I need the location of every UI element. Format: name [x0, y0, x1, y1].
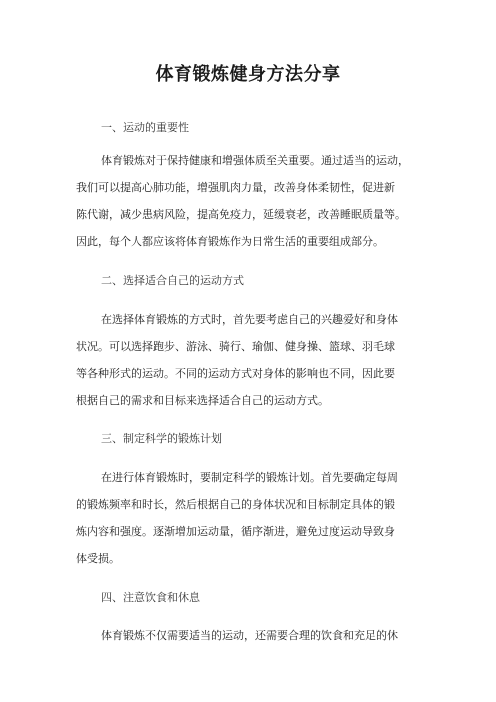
paragraph-line: 的锻炼频率和时长，然后根据自己的身体状况和目标制定具体的锻: [76, 498, 395, 511]
paragraph-line: 炼内容和强度。逐渐增加运动量，循序渐进，避免过度运动导致身: [76, 525, 395, 538]
section-heading-1: 一、运动的重要性: [101, 121, 189, 134]
paragraph-line: 状况。可以选择跑步、游泳、骑行、瑜伽、健身操、篮球、羽毛球: [76, 340, 395, 353]
paragraph-line: 体育锻炼对于保持健康和增强体质至关重要。通过适当的运动，: [101, 154, 409, 167]
section-heading-2: 二、选择适合自己的运动方式: [101, 274, 244, 287]
paragraph-line: 根据自己的需求和目标来选择适合自己的运动方式。: [76, 394, 329, 407]
paragraph-line: 体受损。: [76, 552, 120, 565]
paragraph-line: 在选择体育锻炼的方式时，首先要考虑自己的兴趣爱好和身体: [101, 313, 398, 326]
section-heading-3: 三、制定科学的锻炼计划: [101, 432, 222, 445]
paragraph-line: 等各种形式的运动。不同的运动方式对身体的影响也不同，因此要: [76, 367, 395, 380]
paragraph-line: 陈代谢，减少患病风险，提高免疫力，延缓衰老，改善睡眠质量等。: [76, 208, 406, 221]
paragraph-line: 在进行体育锻炼时，要制定科学的锻炼计划。首先要确定每周: [101, 471, 398, 484]
paragraph-line: 我们可以提高心肺功能，增强肌肉力量，改善身体柔韧性，促进新: [76, 181, 395, 194]
paragraph-line: 体育锻炼不仅需要适当的运动，还需要合理的饮食和充足的休: [101, 629, 398, 642]
section-heading-4: 四、注意饮食和休息: [101, 591, 200, 604]
paragraph-line: 因此，每个人都应该将体育锻炼作为日常生活的重要组成部分。: [76, 235, 384, 248]
page-title: 体育锻炼健身方法分享: [155, 64, 341, 85]
